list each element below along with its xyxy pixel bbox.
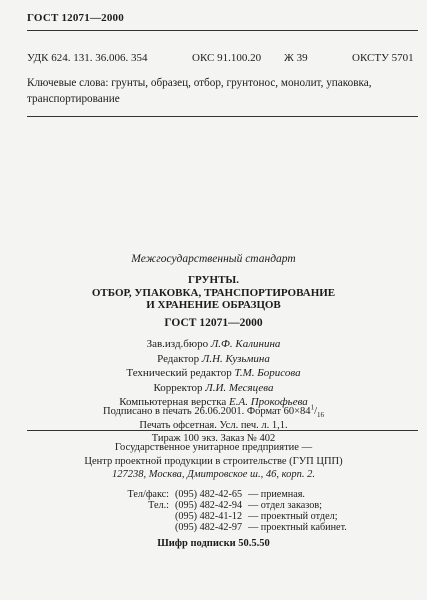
group-code: Ж 39 (284, 52, 308, 64)
udk-code: УДК 624. 131. 36.006. 354 (27, 52, 148, 64)
credit-line (0, 337, 427, 352)
publisher-line: Государственное унитарное предприятие — (114, 442, 313, 453)
phone-desc: — проектный кабинет. (248, 522, 347, 533)
phone-label (116, 511, 175, 522)
publisher-info (0, 441, 427, 482)
standard-number: ГОСТ 12071—2000 (164, 317, 263, 329)
format-frac-num: 1 (310, 403, 315, 412)
subscription-cipher: Шифр подписки 50.5.50 (157, 538, 270, 549)
credit-name: Е.А. Прокофьева (229, 396, 308, 408)
publisher-line: Центр проектной продукции в строительстве (ГУП ЦПП) (84, 455, 343, 467)
standard-type: Межгосударственный стандарт (131, 253, 296, 265)
credit-name: Л.Ф. Калинина (210, 338, 281, 350)
okstu-code: ОКСТУ 5701 (352, 52, 414, 64)
keywords-divider (27, 116, 418, 117)
credit-line (0, 352, 427, 367)
credit-role: Корректор (153, 381, 203, 394)
title-line: ГРУНТЫ. (188, 274, 239, 286)
keywords: Ключевые слова: грунты, образец, отбор, грунтонос, монолит, упаковка, транспортирование (27, 77, 372, 105)
title-line: ОТБОР, УПАКОВКА, ТРАНСПОРТИРОВАНИЕ (91, 286, 336, 299)
phone-number: (095) 482-41-12 (175, 511, 243, 522)
print-signed: Подписано в печать 26.06.2001. Формат $60\times 84^1/_{16}$ (103, 403, 324, 420)
phone-label (116, 522, 175, 533)
standard-code-header: ГОСТ 12071—2000 (27, 12, 124, 24)
phone-desc: — проектный отдел; (248, 511, 338, 522)
credit-name: Л.И. Месяцева (205, 381, 274, 394)
print-info (0, 405, 427, 446)
title-line: И ХРАНЕНИЕ ОБРАЗЦОВ (146, 299, 281, 311)
phone-list (116, 489, 347, 533)
phone-row (116, 489, 347, 500)
standard-title (0, 274, 427, 312)
print-method: Печать офсетная. Усл. печ. л. 1,1. (139, 419, 288, 431)
phone-row (116, 500, 347, 511)
phone-number: (095) 482-42-97 (175, 522, 243, 533)
credit-role: Редактор (157, 352, 200, 365)
publisher-address: 127238, Москва, Дмитровское ш., 46, корп. 2. (112, 469, 315, 480)
publisher-divider (27, 430, 418, 431)
credit-role: Компьютерная верстка (119, 396, 227, 408)
credit-line (0, 366, 427, 381)
credit-name: Л.Н. Кузьмина (201, 352, 270, 365)
phone-row (116, 511, 347, 522)
phone-number: (095) 482-42-94 (175, 500, 243, 511)
header-divider (27, 30, 418, 31)
phone-number: (095) 482-42-65 (175, 489, 243, 500)
editorial-credits (0, 337, 427, 410)
phone-label: Тел/факс: (127, 489, 169, 500)
phone-desc: — отдел заказов; (248, 500, 322, 511)
credit-name: Т.М. Борисова (234, 367, 301, 379)
credit-line (0, 381, 427, 396)
phone-label: Тел.: (148, 500, 169, 511)
credit-role: Технический редактор (126, 367, 232, 379)
phone-row (116, 522, 347, 533)
print-signed-text: Подписано в печать 26.06.2001. Формат 60×84 (103, 406, 311, 417)
print-run: Тираж 100 экз. Заказ № 402 (151, 433, 276, 444)
credit-role: Зав.изд.бюро (146, 338, 209, 350)
oks-code: ОКС 91.100.20 (192, 52, 262, 64)
phone-desc: — приемная. (248, 489, 305, 500)
format-frac-den: 16 (316, 411, 324, 420)
